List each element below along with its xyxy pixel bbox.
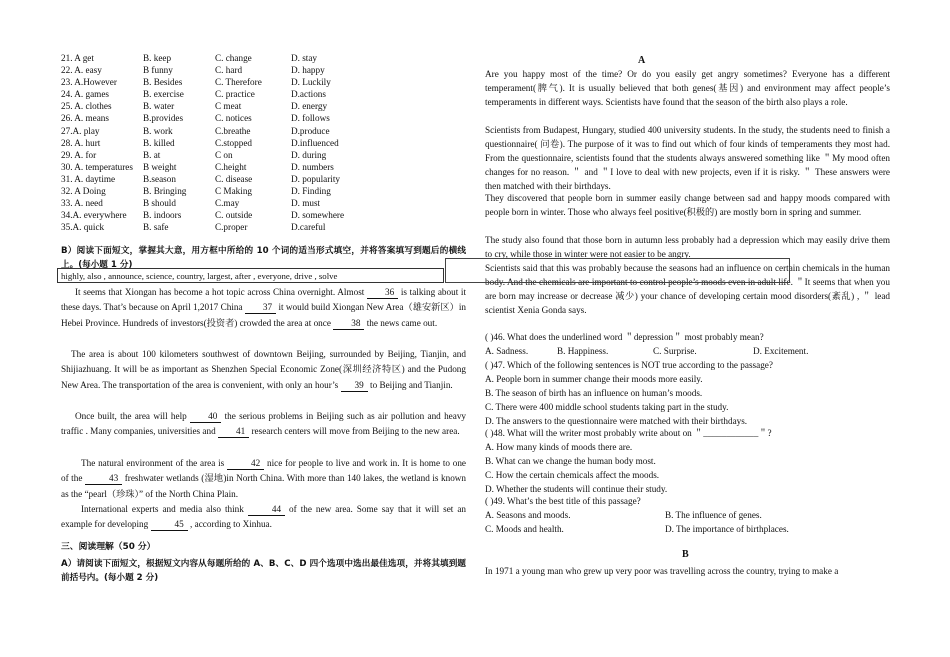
cloze-option[interactable]: B. killed	[143, 137, 175, 148]
cloze-option[interactable]: C. practice	[215, 89, 255, 100]
passage-a-title: A	[638, 55, 646, 66]
cloze-option[interactable]: C. notices	[215, 113, 252, 124]
cloze-option[interactable]: 33. A. need	[61, 198, 103, 209]
passage-b-title: B	[682, 549, 689, 560]
cloze-option[interactable]: C.may	[215, 198, 240, 209]
cloze-option[interactable]: 28. A. hurt	[61, 137, 101, 148]
cloze-option[interactable]: D.produce	[291, 125, 330, 136]
cloze-option[interactable]: 34.A. everywhere	[61, 210, 127, 221]
blank-44[interactable]: 44	[248, 504, 285, 516]
passage-b-paragraph-2: The area is about 100 kilometers southwest of downtown Beijing, surrounded by Beijing, Tianjin, and Shijiazhuang. It will be as important as Shenzhen Special Economic Zone(深圳经济特区) and the Pudong New Area. The transportation of the area is convenient, with only an hour’s 39 to Beijing and Tianjin.	[61, 349, 466, 390]
q48-option-a[interactable]: A. How many kinds of moods there are.	[485, 442, 633, 452]
q47-option-c[interactable]: C. There were 400 middle school students taking part in the study.	[485, 402, 729, 412]
cloze-option[interactable]: 35.A. quick	[61, 222, 105, 233]
cloze-option[interactable]: C Making	[215, 186, 253, 197]
cloze-option[interactable]: C.proper	[215, 222, 248, 233]
cloze-option[interactable]: 25. A. clothes	[61, 101, 112, 112]
cloze-option[interactable]: B. at	[143, 149, 161, 160]
cloze-option[interactable]: B weight	[143, 161, 177, 172]
cloze-option[interactable]: B. safe	[143, 222, 169, 233]
question-48: ( )48. What will the writer most probably write about on ＂____________＂? A. How many kinds of moods there are. B. What can we change the human body most. C. How the certain chemicals affect the moods. D. Whether the students will continue their study.	[485, 426, 890, 496]
cloze-option[interactable]: D. Finding	[291, 186, 331, 197]
cloze-option[interactable]: D. during	[291, 149, 327, 160]
blank-42[interactable]: 42	[227, 458, 264, 470]
cloze-option[interactable]: C meat	[215, 101, 242, 112]
cloze-option[interactable]: D. energy	[291, 101, 328, 112]
word-box-frame-right	[445, 258, 790, 283]
cloze-row	[61, 221, 466, 233]
q46-option-a[interactable]: A. Sadness.	[485, 346, 529, 356]
cloze-option[interactable]: B. water	[143, 101, 175, 112]
cloze-option[interactable]: D.actions	[291, 89, 326, 100]
passage-a-paragraph-3: They discovered that people born in summer easily change between sad and happy moods compared with people born in winter. Those who always feel positive(积极的) are mostly born in spring and summer.	[485, 193, 890, 217]
cloze-option[interactable]: B. Besides	[143, 77, 183, 88]
passage-b-paragraph-4: The natural environment of the area is 42 nice for people to live and work in. It is home to one of the 43 freshwater wetlands (湿地)in North China. With more than 140 lakes, the wetland is known as the “pearl（珍珠）” of the North China Plain.	[61, 458, 467, 499]
blank-41[interactable]: 41	[218, 426, 249, 438]
cloze-option[interactable]: D. happy	[291, 65, 325, 76]
passage-b-paragraph-3: Once built, the area will help 40 the serious problems in Beijing such as air pollution and heavy traffic . Many companies, universities and 41 research centers will move from Beijing to the new area.	[61, 411, 467, 437]
question-47: ( )47. Which of the following sentences is NOT true according to the passage? A. People born in summer change their moods more easily. B. The season of birth has an influence on human’s moods. C. There were 400 middle school students taking part in the study. D. The answers to the questionnaire were matched with their birthdays.	[485, 358, 890, 428]
cloze-option[interactable]: D.careful	[291, 222, 326, 233]
cloze-option[interactable]: D. somewhere	[291, 210, 345, 221]
q48-option-c[interactable]: C. How the certain chemicals affect the moods.	[485, 470, 660, 480]
cloze-option[interactable]: B.season	[143, 173, 176, 184]
q47-option-a[interactable]: A. People born in summer change their moods more easily.	[485, 374, 703, 384]
blank-39[interactable]: 39	[341, 380, 368, 392]
section-3-heading: 三、阅读理解（50 分）	[61, 542, 156, 552]
cloze-option[interactable]: C on	[215, 149, 233, 160]
cloze-option[interactable]: C. outside	[215, 210, 253, 221]
cloze-option[interactable]: 29. A. for	[61, 149, 97, 160]
passage-a-paragraph-2: Scientists from Budapest, Hungary, studied 400 university students. In the study, the students need to finish a questionnaire( 问卷). The purpose of it was to find out which of four kinds of temperaments they most had. From the questionnaire, scientists found that the students always answered something like ＂My mood often changes for no reason. ＂ and ＂I love to deal with new projects, even if it is risky. ＂ These answers were then matched with their birthdays.	[485, 125, 890, 191]
cloze-option[interactable]: B. keep	[143, 53, 172, 63]
blank-40[interactable]: 40	[190, 411, 221, 423]
cloze-option[interactable]: D. stay	[291, 53, 318, 63]
cloze-option[interactable]: C. hard	[215, 65, 243, 76]
cloze-row	[61, 100, 466, 112]
q47-option-b[interactable]: B. The season of birth has an influence on human’s moods.	[485, 388, 703, 398]
q46-option-d[interactable]: D. Excitement.	[753, 346, 809, 356]
question-46: ( )46. What does the underlined word ＂depression＂ most probably mean? A. Sadness. B. Happiness. C. Surprise. D. Excitement.	[485, 332, 809, 356]
cloze-option[interactable]: 30. A. temperatures	[61, 161, 133, 172]
blank-45[interactable]: 45	[151, 519, 188, 531]
cloze-row	[61, 112, 466, 124]
cloze-row	[61, 149, 466, 161]
word-box: highly, also , announce, science, country, largest, after , everyone, drive , solve	[57, 268, 444, 283]
cloze-options	[61, 52, 466, 233]
cloze-row	[61, 197, 466, 209]
section-3-instruction: A）请阅读下面短文，根据短文内容从每题所给的 A、B、C、D 四个选项中选出最佳选项，并将其填到题前括号内。(每小题 2 分)	[61, 559, 466, 583]
q46-option-b[interactable]: B. Happiness.	[557, 346, 609, 356]
passage-a-paragraph-5: Scientists said that this was probably because the seasons had an influence on certain chemicals in the human body. And the chemicals are important to control people’s moods even in adult life. ＂It seems that when you are born may increase or decrease 减少) your chance of developing certain mood disorders(紊乱) , ＂ lead scientist Xenia Gonda says.	[485, 263, 890, 315]
cloze-option[interactable]: D. popularity	[291, 173, 340, 184]
cloze-option[interactable]: C. Therefore	[215, 77, 262, 88]
cloze-option[interactable]: D. follows	[291, 113, 330, 124]
passage-b-first-line: In 1971 a young man who grew up very poor was travelling across the country, trying to make a	[485, 566, 839, 576]
cloze-row	[61, 209, 466, 221]
cloze-row	[61, 64, 466, 76]
cloze-option[interactable]: B. work	[143, 125, 173, 136]
cloze-row	[61, 88, 466, 100]
cloze-option[interactable]: B. exercise	[143, 89, 184, 100]
cloze-row	[61, 137, 466, 149]
blank-38[interactable]: 38	[333, 318, 364, 330]
blank-36[interactable]: 36	[367, 287, 398, 299]
cloze-option[interactable]: D. Luckily	[291, 77, 331, 88]
cloze-option[interactable]: C.height	[215, 161, 247, 172]
cloze-row	[61, 185, 466, 197]
cloze-option[interactable]: 27.A. play	[61, 125, 100, 136]
cloze-option[interactable]: C.breathe	[215, 125, 251, 136]
blank-37[interactable]: 37	[245, 302, 276, 314]
cloze-row	[61, 173, 466, 185]
passage-a-paragraph-1: Are you happy most of the time? Or do you easily get angry sometimes? Everyone has a different temperament(脾气). It is usually believed that both genes(基因) and environment may affect people’s temperaments in different ways. Scientists have found that the season of the birth also plays a role.	[485, 69, 890, 107]
q49-option-d[interactable]: D. The importance of birthplaces.	[665, 524, 789, 534]
cloze-option[interactable]: B should	[143, 198, 176, 209]
cloze-option[interactable]: C.stopped	[215, 137, 253, 148]
q46-option-c[interactable]: C. Surprise.	[653, 346, 697, 356]
section-b-instruction: B）阅读下面短文，掌握其大意，用方框中所给的 10 个词的适当形式填空，并将答案填写到题后的横线上。(每小题 1 分)	[61, 246, 466, 270]
passage-a-paragraph-4: The study also found that those born in autumn less probably had a depression which may easily drive them to cry, while those in winter were not easier to be angry.	[485, 235, 890, 259]
cloze-option[interactable]: D. must	[291, 198, 321, 209]
cloze-row	[61, 76, 466, 88]
cloze-option[interactable]: 23. A.However	[61, 77, 117, 88]
cloze-option[interactable]: C. disease	[215, 173, 253, 184]
cloze-row	[61, 52, 466, 64]
cloze-option[interactable]: C. change	[215, 53, 252, 63]
cloze-option[interactable]: 32. A Doing	[61, 186, 106, 197]
q49-option-c[interactable]: C. Moods and health.	[485, 524, 564, 534]
q49-option-a[interactable]: A. Seasons and moods.	[485, 510, 571, 520]
q47-option-d[interactable]: D. The answers to the questionnaire were matched with their birthdays.	[485, 416, 748, 426]
question-49: ( )49. What’s the best title of this passage? A. Seasons and moods. B. The influence of genes. C. Moods and health. D. The importance of birthplaces.	[485, 496, 789, 534]
cloze-option[interactable]: 22. A. easy	[61, 65, 102, 76]
cloze-option[interactable]: 31. A. daytime	[61, 173, 116, 184]
cloze-option[interactable]: 24. A. games	[61, 89, 109, 100]
q49-option-b[interactable]: B. The influence of genes.	[665, 510, 762, 520]
cloze-option[interactable]: B. indoors	[143, 210, 182, 221]
cloze-row	[61, 125, 466, 137]
cloze-option[interactable]: D. numbers	[291, 161, 334, 172]
cloze-option[interactable]: D.influenced	[291, 137, 339, 148]
cloze-option[interactable]: B funny	[143, 65, 173, 76]
q48-option-b[interactable]: B. What can we change the human body most.	[485, 456, 656, 466]
cloze-option[interactable]: B.provides	[143, 113, 184, 124]
cloze-option[interactable]: B. Bringing	[143, 186, 187, 197]
cloze-row	[61, 161, 466, 173]
cloze-option[interactable]: 21. A get	[61, 53, 94, 63]
passage-b-paragraph-1: It seems that Xiongan has become a hot topic across China overnight. Almost 36 is talking about it these days. That’s because on April 1,2017 China 37 it would build Xiongan New Area（雄安新区）in Hebei Province. Hundreds of investors(投资者) crowded the area at once 38 the news came out.	[61, 287, 467, 328]
passage-b-paragraph-5: International experts and media also think 44 of the new area. Some say that it will set an example for developing 45 , according to Xinhua.	[61, 504, 467, 530]
cloze-option[interactable]: 26. A. means	[61, 113, 109, 124]
blank-43[interactable]: 43	[85, 473, 122, 485]
q48-option-d[interactable]: D. Whether the students will continue their study.	[485, 484, 668, 494]
